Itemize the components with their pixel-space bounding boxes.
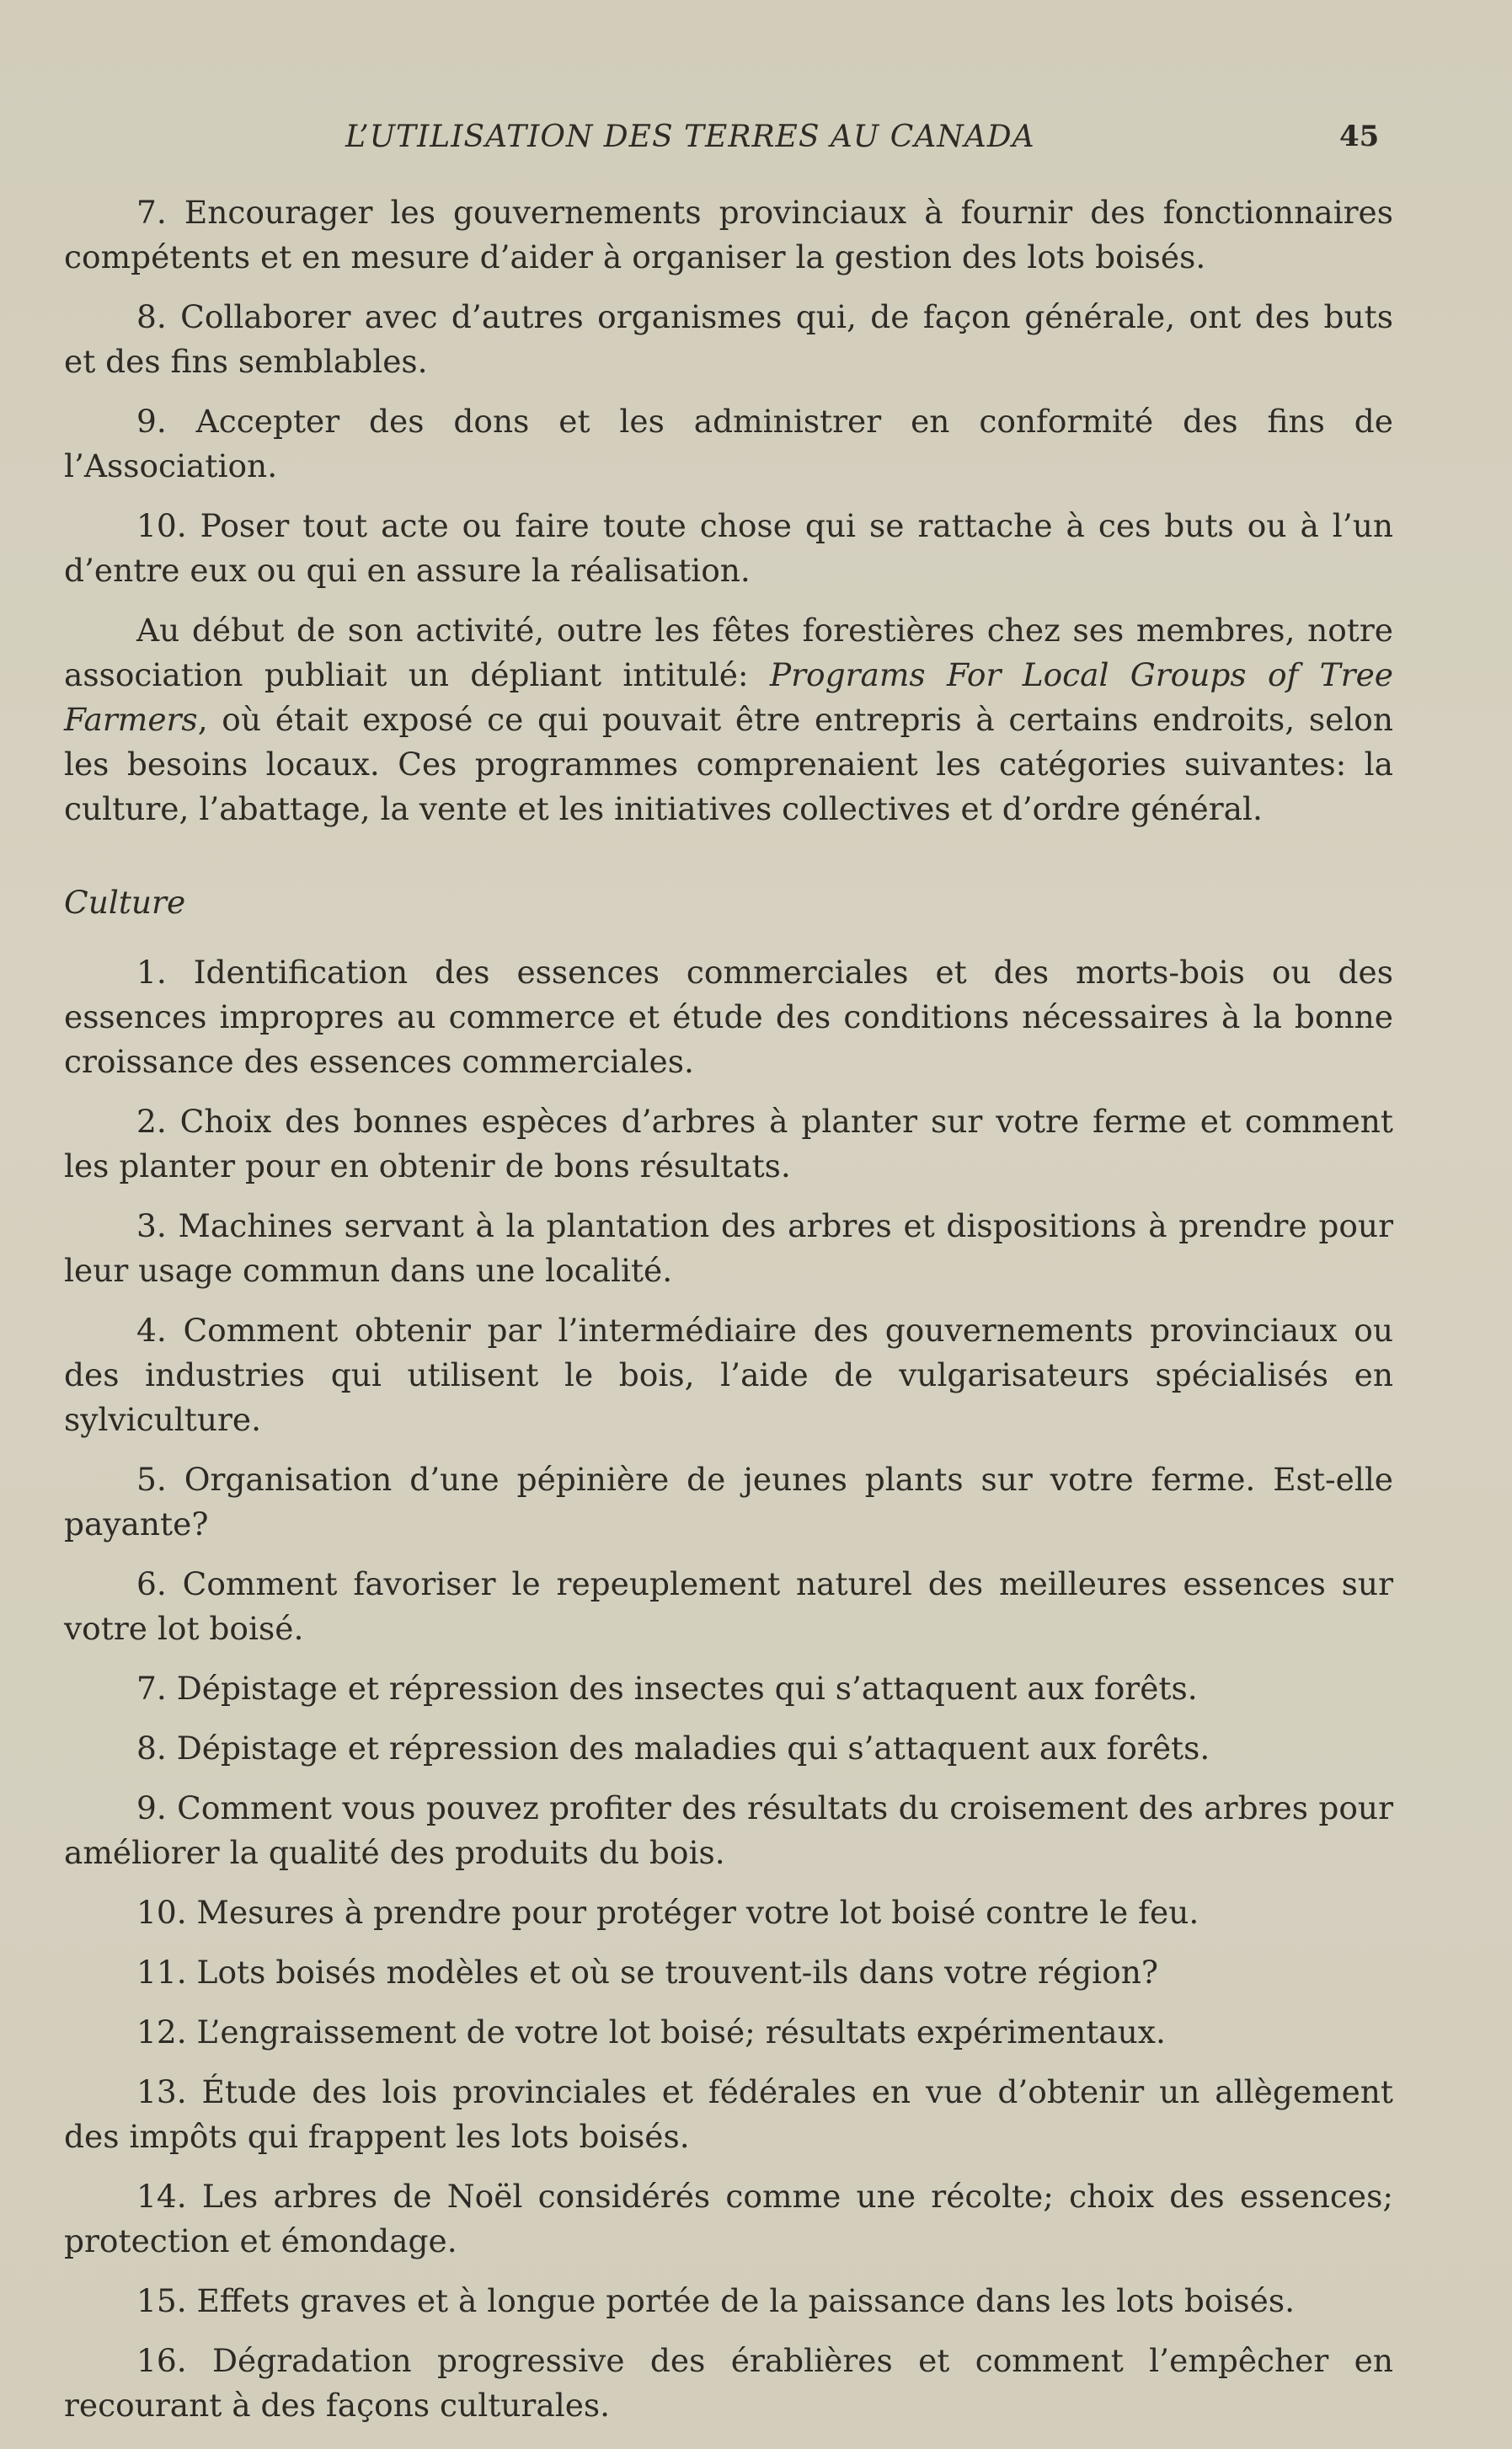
list-item: 16. Dégradation progressive des érablières et comment l’empêcher en recourant à des façons culturales. [64,2342,1393,2424]
list-item: 10. Mesures à prendre pour protéger votre lot boisé contre le feu. [136,1894,1199,1931]
list-item: 4. Comment obtenir par l’intermédiaire des gouvernements provinciaux ou des industries qui utilisent le bois, l’aide de vulgarisateurs spécialisés en sylviculture. [64,1312,1393,1438]
list-item: 2. Choix des bonnes espèces d’arbres à planter sur votre ferme et comment les planter pour en obtenir de bons résultats. [64,1103,1393,1184]
list-item: 5. Organisation d’une pépinière de jeunes plants sur votre ferme. Est-elle payante? [64,1461,1393,1543]
paragraph-text-after: , où était exposé ce qui pouvait être entrepris à certains endroits, selon les besoins locaux. Ces programmes comprenaient les catégories suivantes: la culture, l’abattage, la vente et les initiatives collectives et d’ordre général. [64,701,1393,827]
list-item: 9. Accepter des dons et les administrer en conformité des fins de l’Association. [64,403,1393,484]
list-item: 3. Machines servant à la plantation des arbres et dispositions à prendre pour leur usage commun dans une localité. [64,1207,1393,1289]
page-number: 45 [1339,120,1380,153]
list-item: 13. Étude des lois provinciales et fédérales en vue d’obtenir un allègement des impôts qui frappent les lots boisés. [64,2073,1393,2155]
paragraph-text-before: Au début de son activité, outre les fêtes forestières chez ses membres, notre association publiait un dépliant intitulé: [64,612,1393,693]
list-item: 14. Les arbres de Noël considérés comme une récolte; choix des essences; protection et émondage. [64,2178,1393,2259]
list-item: 7. Encourager les gouvernements provinciaux à fournir des fonctionnaires compétents et en mesure d’aider à organiser la gestion des lots boisés. [64,194,1393,275]
page-body [64,190,1393,2443]
list-item: 9. Comment vous pouvez profiter des résultats du croisement des arbres pour améliorer la qualité des produits du bois. [64,1789,1393,1871]
list-item: 12. L’engraissement de votre lot boisé; résultats expérimentaux. [136,2013,1166,2051]
list-item: 8. Dépistage et répression des maladies qui s’attaquent aux forêts. [136,1730,1210,1767]
list-item: 11. Lots boisés modèles et où se trouvent-ils dans votre région? [136,1954,1158,1991]
body-paragraph [64,608,1393,831]
list-item: 10. Poser tout acte ou faire toute chose qui se rattache à ces buts ou à l’un d’entre eux ou qui en assure la réalisation. [64,507,1393,589]
list-item: 7. Dépistage et répression des insectes qui s’attaquent aux forêts. [136,1670,1198,1707]
list-item: 8. Collaborer avec d’autres organismes qui, de façon générale, ont des buts et des fins semblables. [64,298,1393,380]
list-item: 1. Identification des essences commerciales et des morts-bois ou des essences impropres au commerce et étude des conditions nécessaires à la bonne croissance des essences commerciales. [64,954,1393,1080]
list-item: 6. Comment favoriser le repeuplement naturel des meilleures essences sur votre lot boisé. [64,1565,1393,1647]
list-item: 15. Effets graves et à longue portée de la paissance dans les lots boisés. [136,2282,1296,2319]
running-header-title: L’UTILISATION DES TERRES AU CANADA [345,120,1035,154]
section-heading: Culture [64,884,186,921]
leaflet-title: Programs For Local Groups of Tree Farmers [64,656,1393,738]
running-header [0,120,1512,153]
